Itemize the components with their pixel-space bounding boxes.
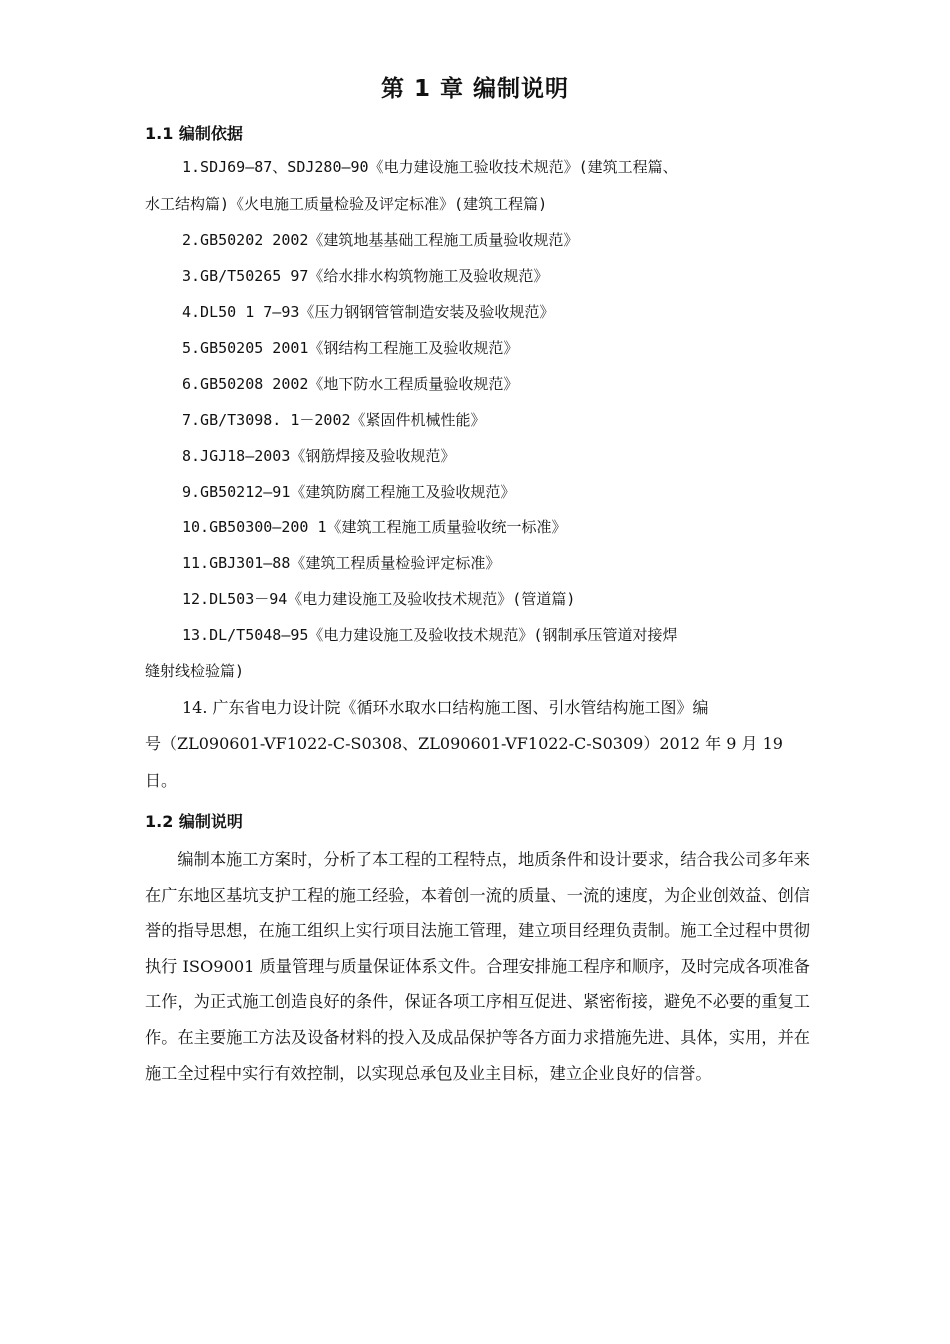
- reference-item-13b: 缝射线检验篇): [145, 662, 245, 680]
- reference-item-7: 7.GB/T3098. 1－2002《紧固件机械性能》: [182, 411, 486, 429]
- compilation-description-paragraph: 编制本施工方案时，分析了本工程的工程特点，地质条件和设计要求，结合我公司多年来在广东地区基坑支护工程的施工经验，本着创一流的质量、一流的速度，为企业创效益、创信誉的指导思想，在施工组织上实行项目法施工管理，建立项目经理负责制。施工全过程中贯彻执行 ISO9001 质量管理与质量保证体系文件。合理安排施工程序和顺序，及时完成各项准备工作，为正式施工创造良好的条件，保证各项工序相互促进、紧密衔接，避免不必要的重复工作。在主要施工方法及设备材料的投入及成品保护等各方面力求措施先进、具体，实用，并在施工全过程中实行有效控制，以实现总承包及业主目标，建立企业良好的信誉。: [145, 850, 810, 1083]
- reference-item-8: 8.JGJ18—2003《钢筋焊接及验收规范》: [182, 447, 456, 465]
- reference-item-1b: 水工结构篇)《火电施工质量检验及评定标准》(建筑工程篇): [145, 195, 548, 213]
- reference-item-14b: 号（ZL090601-VF1022-C-S0308、ZL090601-VF1022-C-S0309）2012 年 9 月 19: [145, 734, 783, 753]
- reference-item-6: 6.GB50208 2002《地下防水工程质量验收规范》: [182, 375, 519, 393]
- reference-item-2: 2.GB50202 2002《建筑地基基础工程施工质量验收规范》: [182, 231, 579, 249]
- chapter-title: 第 1 章 编制说明: [380, 76, 570, 102]
- section-heading-1-1: 1.1 编制依据: [145, 124, 243, 143]
- reference-item-5: 5.GB50205 2001《钢结构工程施工及验收规范》: [182, 339, 519, 357]
- reference-item-14c: 日。: [145, 771, 178, 790]
- reference-item-9: 9.GB50212—91《建筑防腐工程施工及验收规范》: [182, 483, 516, 501]
- reference-item-1a: 1.SDJ69—87、SDJ280—90《电力建设施工验收技术规范》(建筑工程篇、: [182, 158, 678, 176]
- reference-item-4: 4.DL50 1 7—93《压力钢钢管管制造安装及验收规范》: [182, 303, 555, 321]
- reference-item-14a: 14. 广东省电力设计院《循环水取水口结构施工图、引水管结构施工图》编: [182, 698, 709, 717]
- reference-item-10: 10.GB50300—200 1《建筑工程施工质量验收统一标准》: [182, 518, 567, 536]
- reference-item-12: 12.DL503－94《电力建设施工及验收技术规范》(管道篇): [182, 590, 576, 608]
- reference-item-13a: 13.DL/T5048—95《电力建设施工及验收技术规范》(钢制承压管道对接焊: [182, 626, 678, 644]
- reference-item-11: 11.GBJ301—88《建筑工程质量检验评定标准》: [182, 554, 501, 572]
- reference-item-3: 3.GB/T50265 97《给水排水构筑物施工及验收规范》: [182, 267, 549, 285]
- section-heading-1-2: 1.2 编制说明: [145, 812, 243, 831]
